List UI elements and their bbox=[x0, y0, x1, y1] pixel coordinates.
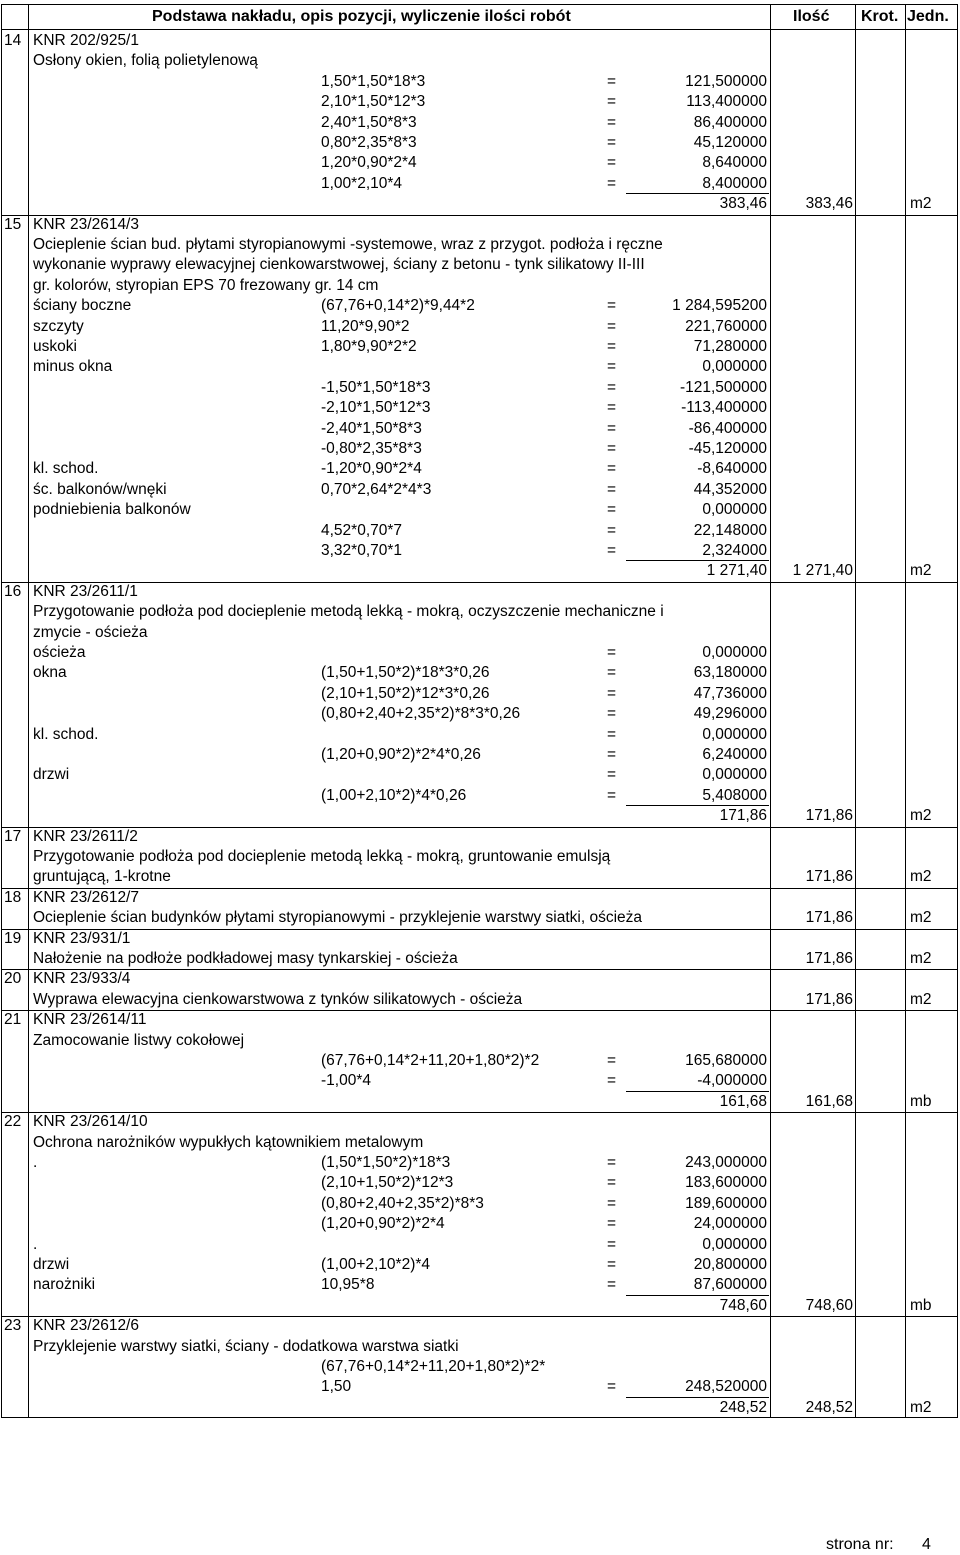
table-row bbox=[2, 786, 957, 806]
table-row bbox=[2, 561, 957, 581]
result-value: 113,400000 bbox=[686, 93, 767, 111]
row-label: . bbox=[33, 1154, 38, 1171]
result-value: -121,500000 bbox=[679, 378, 767, 396]
table-row bbox=[2, 1296, 957, 1316]
unit-value: m2 bbox=[910, 990, 932, 1008]
formula: (2,10+1,50*2)*12*3*0,26 bbox=[321, 684, 490, 702]
result-value: -45,120000 bbox=[688, 440, 767, 457]
row-label: . bbox=[33, 1235, 38, 1253]
equals-sign: = bbox=[607, 480, 617, 498]
result-value: 71,280000 bbox=[693, 338, 767, 355]
equals-sign: = bbox=[607, 1215, 617, 1233]
table-row bbox=[2, 1377, 957, 1397]
equals-sign: = bbox=[607, 297, 617, 315]
table-row bbox=[2, 72, 957, 92]
table-row bbox=[2, 867, 957, 887]
table-row bbox=[2, 908, 957, 928]
row-label: ściany boczne bbox=[33, 297, 132, 315]
table-row bbox=[2, 643, 957, 663]
table-row bbox=[2, 623, 957, 643]
result-value: 1 284,595200 bbox=[672, 297, 767, 315]
quantity-value: 383,46 bbox=[805, 195, 853, 213]
result-value: 183,600000 bbox=[685, 1174, 767, 1192]
quantity-value: 171,86 bbox=[805, 807, 853, 825]
equals-sign: = bbox=[607, 1256, 617, 1273]
item-number: 17 bbox=[4, 827, 22, 845]
row-text: zmycie - ościeża bbox=[33, 623, 148, 641]
table-row bbox=[2, 480, 957, 500]
item-number: 18 bbox=[4, 888, 22, 906]
result-value: 49,296000 bbox=[693, 705, 767, 723]
table-row bbox=[2, 990, 957, 1010]
table-row bbox=[2, 459, 957, 479]
equals-sign: = bbox=[607, 1276, 617, 1294]
row-text: KNR 23/2611/1 bbox=[33, 582, 138, 600]
table-row bbox=[2, 1357, 957, 1377]
result-value: 121,500000 bbox=[685, 72, 767, 90]
equals-sign: = bbox=[607, 644, 617, 661]
formula: (1,50+1,50*2)*18*3*0,26 bbox=[321, 664, 490, 682]
cost-estimate-table bbox=[1, 4, 958, 1418]
table-row bbox=[2, 235, 957, 255]
header-bottom-line bbox=[2, 29, 957, 30]
row-label: drzwi bbox=[33, 1256, 70, 1273]
table-row bbox=[2, 398, 957, 418]
formula: -2,10*1,50*12*3 bbox=[321, 399, 431, 417]
row-label: śc. balkonów/wnęki bbox=[33, 480, 167, 498]
table-row bbox=[2, 969, 957, 989]
equals-sign: = bbox=[607, 460, 617, 478]
row-text: wykonanie wyprawy elewacyjnej cienkowarstwowej, ściany z betonu - tynk silikatowy II-III bbox=[33, 256, 645, 274]
equals-sign: = bbox=[607, 154, 617, 172]
equals-sign: = bbox=[607, 419, 617, 437]
equals-sign: = bbox=[607, 786, 617, 804]
result-value: -4,000000 bbox=[697, 1072, 767, 1090]
formula: (1,00+2,10*2)*4 bbox=[321, 1256, 431, 1273]
table-row bbox=[2, 704, 957, 724]
table-row bbox=[2, 602, 957, 622]
equals-sign: = bbox=[607, 113, 617, 131]
table-row bbox=[2, 521, 957, 541]
equals-sign: = bbox=[607, 664, 617, 682]
quantity-value: 748,60 bbox=[805, 1296, 853, 1314]
equals-sign: = bbox=[607, 93, 617, 111]
formula: -1,20*0,90*2*4 bbox=[321, 460, 422, 478]
equals-sign: = bbox=[607, 317, 617, 335]
quantity-value: 171,86 bbox=[805, 990, 853, 1008]
formula: (1,20+0,90*2)*2*4 bbox=[321, 1215, 445, 1233]
table-row bbox=[2, 357, 957, 377]
equals-sign: = bbox=[607, 440, 617, 457]
formula: 1,50 bbox=[321, 1378, 352, 1396]
formula: 0,80*2,35*8*3 bbox=[321, 134, 417, 151]
equals-sign: = bbox=[607, 174, 617, 192]
quantity-value: 171,86 bbox=[805, 909, 853, 927]
result-value: 8,640000 bbox=[702, 154, 767, 172]
formula: (2,10+1,50*2)*12*3 bbox=[321, 1174, 454, 1192]
row-text: KNR 23/2612/6 bbox=[33, 1317, 139, 1335]
equals-sign: = bbox=[607, 746, 617, 763]
formula: -0,80*2,35*8*3 bbox=[321, 440, 422, 457]
equals-sign: = bbox=[607, 378, 617, 396]
table-row bbox=[2, 419, 957, 439]
row-text: Ochrona narożników wypukłych kątownikiem metalowym bbox=[33, 1133, 424, 1151]
table-row bbox=[2, 92, 957, 112]
row-text: KNR 23/2614/11 bbox=[33, 1011, 147, 1029]
row-text: gr. kolorów, styropian EPS 70 frezowany gr. 14 cm bbox=[33, 276, 379, 294]
header-unit: Jedn. bbox=[907, 8, 949, 25]
equals-sign: = bbox=[607, 542, 617, 559]
equals-sign: = bbox=[607, 1194, 617, 1212]
item-number: 23 bbox=[4, 1317, 22, 1335]
table-row bbox=[2, 1153, 957, 1173]
row-text: Przygotowanie podłoża pod docieplenie metodą lekką - mokrą, oczyszczenie mechaniczne i bbox=[33, 603, 664, 621]
table-row bbox=[2, 1194, 957, 1214]
result-value: 383,46 bbox=[719, 195, 767, 213]
formula: 1,50*1,50*18*3 bbox=[321, 72, 426, 90]
result-value: 189,600000 bbox=[685, 1194, 767, 1212]
table-row bbox=[2, 1173, 957, 1193]
row-text: KNR 23/933/4 bbox=[33, 970, 131, 988]
result-value: 0,000000 bbox=[702, 725, 767, 743]
unit-value: m2 bbox=[910, 562, 932, 580]
result-value: 47,736000 bbox=[693, 684, 767, 702]
row-label: okna bbox=[33, 664, 67, 682]
table-row bbox=[2, 1255, 957, 1275]
equals-sign: = bbox=[607, 72, 617, 90]
row-label: drzwi bbox=[33, 766, 70, 784]
table-row bbox=[2, 827, 957, 847]
equals-sign: = bbox=[607, 684, 617, 702]
result-value: 5,408000 bbox=[702, 786, 767, 804]
quantity-value: 1 271,40 bbox=[792, 562, 853, 580]
row-label: ościeża bbox=[33, 644, 86, 661]
item-number: 14 bbox=[4, 32, 22, 49]
item-number: 16 bbox=[4, 582, 22, 600]
equals-sign: = bbox=[607, 501, 617, 519]
table-row bbox=[2, 215, 957, 235]
unit-value: mb bbox=[910, 1092, 932, 1110]
table-row bbox=[2, 888, 957, 908]
result-value: 1 271,40 bbox=[706, 562, 767, 580]
table-row bbox=[2, 1031, 957, 1051]
result-value: 243,000000 bbox=[685, 1154, 767, 1171]
result-value: -86,400000 bbox=[688, 419, 767, 437]
formula: 4,52*0,70*7 bbox=[321, 521, 403, 539]
table-row bbox=[2, 255, 957, 275]
formula: (1,50*1,50*2)*18*3 bbox=[321, 1154, 451, 1171]
result-value: 0,000000 bbox=[702, 358, 767, 376]
table-row bbox=[2, 1133, 957, 1153]
result-value: 6,240000 bbox=[702, 746, 767, 763]
result-value: 22,148000 bbox=[693, 521, 767, 539]
row-text: Ocieplenie ścian bud. płytami styropianowymi -systemowe, wraz z przygot. podłoża i ręczne bbox=[33, 236, 663, 253]
quantity-value: 171,86 bbox=[805, 950, 853, 967]
formula: 1,80*9,90*2*2 bbox=[321, 338, 417, 355]
row-text: Zamocowanie listwy cokołowej bbox=[33, 1031, 245, 1049]
result-value: -8,640000 bbox=[697, 460, 767, 478]
header-krot: Krot. bbox=[861, 8, 899, 25]
table-row bbox=[2, 51, 957, 71]
formula: (67,76+0,14*2+11,20+1,80*2)*2* bbox=[321, 1358, 546, 1375]
result-value: 248,52 bbox=[719, 1398, 767, 1416]
table-row bbox=[2, 296, 957, 316]
result-value: 0,000000 bbox=[702, 501, 767, 519]
table-row bbox=[2, 1092, 957, 1112]
table-row bbox=[2, 806, 957, 826]
formula: -1,00*4 bbox=[321, 1072, 371, 1090]
equals-sign: = bbox=[607, 1235, 617, 1253]
header-description: Podstawa nakładu, opis pozycji, wyliczenie ilości robót bbox=[152, 8, 571, 25]
table-row bbox=[2, 378, 957, 398]
table-row bbox=[2, 949, 957, 969]
result-value: 63,180000 bbox=[693, 664, 767, 682]
equals-sign: = bbox=[607, 1154, 617, 1171]
table-row bbox=[2, 31, 957, 51]
equals-sign: = bbox=[607, 1378, 617, 1396]
row-label: kl. schod. bbox=[33, 725, 99, 743]
table-row bbox=[2, 541, 957, 561]
unit-value: m2 bbox=[910, 807, 932, 825]
result-value: -113,400000 bbox=[681, 399, 767, 417]
table-row bbox=[2, 929, 957, 949]
table-row bbox=[2, 1010, 957, 1030]
table-row bbox=[2, 113, 957, 133]
result-value: 171,86 bbox=[719, 807, 767, 825]
result-value: 86,400000 bbox=[693, 113, 767, 131]
quantity-value: 171,86 bbox=[805, 868, 853, 886]
quantity-value: 248,52 bbox=[805, 1398, 853, 1416]
row-label: podniebienia balkonów bbox=[33, 501, 191, 519]
table-row bbox=[2, 1214, 957, 1234]
row-text: KNR 23/2614/10 bbox=[33, 1113, 148, 1131]
header-qty: Ilość bbox=[793, 8, 830, 25]
table-row bbox=[2, 1337, 957, 1357]
result-value: 44,352000 bbox=[693, 480, 767, 498]
equals-sign: = bbox=[607, 1052, 617, 1069]
row-label: kl. schod. bbox=[33, 460, 99, 478]
result-value: 161,68 bbox=[719, 1092, 767, 1110]
equals-sign: = bbox=[607, 521, 617, 539]
row-text: KNR 23/2614/3 bbox=[33, 215, 139, 233]
page-number-label: strona nr: bbox=[826, 1536, 894, 1553]
table-row bbox=[2, 745, 957, 765]
result-value: 165,680000 bbox=[685, 1052, 767, 1069]
item-number: 19 bbox=[4, 929, 22, 947]
result-value: 20,800000 bbox=[693, 1256, 767, 1273]
formula: 2,10*1,50*12*3 bbox=[321, 93, 426, 111]
table-row bbox=[2, 194, 957, 214]
formula: 2,40*1,50*8*3 bbox=[321, 113, 417, 131]
formula: -2,40*1,50*8*3 bbox=[321, 419, 422, 437]
row-text: Ocieplenie ścian budynków płytami styropianowymi - przyklejenie warstwy siatki, ościeża bbox=[33, 909, 643, 927]
formula: 11,20*9,90*2 bbox=[321, 317, 410, 335]
table-row bbox=[2, 1235, 957, 1255]
formula: 1,20*0,90*2*4 bbox=[321, 154, 417, 172]
page-number: 4 bbox=[922, 1536, 931, 1553]
row-text: gruntującą, 1-krotne bbox=[33, 868, 171, 886]
row-text: Przygotowanie podłoża pod docieplenie metodą lekką - mokrą, gruntowanie emulsją bbox=[33, 848, 611, 865]
table-row bbox=[2, 725, 957, 745]
unit-value: m2 bbox=[910, 868, 932, 886]
unit-value: mb bbox=[910, 1296, 932, 1314]
equals-sign: = bbox=[607, 766, 617, 784]
formula: 10,95*8 bbox=[321, 1276, 375, 1294]
table-row bbox=[2, 1071, 957, 1091]
table-row bbox=[2, 337, 957, 357]
row-label: szczyty bbox=[33, 317, 84, 335]
result-value: 0,000000 bbox=[702, 1235, 767, 1253]
row-text: KNR 23/2611/2 bbox=[33, 827, 138, 845]
unit-value: m2 bbox=[910, 950, 932, 967]
equals-sign: = bbox=[607, 705, 617, 723]
table-row bbox=[2, 1275, 957, 1295]
quantity-value: 161,68 bbox=[805, 1092, 853, 1110]
result-value: 8,400000 bbox=[702, 174, 767, 192]
formula: (67,76+0,14*2+11,20+1,80*2)*2 bbox=[321, 1052, 540, 1069]
result-value: 24,000000 bbox=[693, 1215, 767, 1233]
row-text: KNR 23/2612/7 bbox=[33, 888, 139, 906]
formula: (0,80+2,40+2,35*2)*8*3 bbox=[321, 1194, 484, 1212]
row-label: uskoki bbox=[33, 338, 77, 355]
formula: 1,00*2,10*4 bbox=[321, 174, 403, 192]
row-text: Osłony okien, folią polietylenową bbox=[33, 52, 258, 70]
equals-sign: = bbox=[607, 1174, 617, 1192]
table-row bbox=[2, 582, 957, 602]
table-row bbox=[2, 684, 957, 704]
row-text: Nałożenie na podłoże podkładowej masy tynkarskiej - ościeża bbox=[33, 950, 458, 967]
table-row bbox=[2, 847, 957, 867]
result-value: 748,60 bbox=[719, 1296, 767, 1314]
equals-sign: = bbox=[607, 1072, 617, 1090]
equals-sign: = bbox=[607, 725, 617, 743]
equals-sign: = bbox=[607, 399, 617, 417]
unit-value: m2 bbox=[910, 195, 932, 213]
result-value: 45,120000 bbox=[693, 134, 767, 151]
equals-sign: = bbox=[607, 358, 617, 376]
formula: 0,70*2,64*2*4*3 bbox=[321, 480, 432, 498]
table-row bbox=[2, 174, 957, 194]
result-value: 2,324000 bbox=[702, 542, 767, 559]
result-value: 87,600000 bbox=[693, 1276, 767, 1294]
row-text: KNR 23/931/1 bbox=[33, 929, 131, 947]
formula: 3,32*0,70*1 bbox=[321, 542, 403, 559]
item-number: 22 bbox=[4, 1113, 22, 1131]
formula: (67,76+0,14*2)*9,44*2 bbox=[321, 297, 475, 315]
equals-sign: = bbox=[607, 338, 617, 355]
table-row bbox=[2, 1398, 957, 1418]
formula: (1,00+2,10*2)*4*0,26 bbox=[321, 786, 467, 804]
row-label: minus okna bbox=[33, 358, 113, 376]
table-row bbox=[2, 765, 957, 785]
item-number: 20 bbox=[4, 970, 22, 988]
item-number: 15 bbox=[4, 215, 22, 233]
equals-sign: = bbox=[607, 134, 617, 151]
table-row bbox=[2, 663, 957, 683]
result-value: 0,000000 bbox=[702, 766, 767, 784]
row-text: Wyprawa elewacyjna cienkowarstwowa z tynków silikatowych - ościeża bbox=[33, 990, 523, 1008]
table-row bbox=[2, 317, 957, 337]
result-value: 221,760000 bbox=[685, 317, 767, 335]
table-row bbox=[2, 1051, 957, 1071]
unit-value: m2 bbox=[910, 909, 932, 927]
table-row bbox=[2, 1316, 957, 1336]
row-text: Przyklejenie warstwy siatki, ściany - dodatkowa warstwa siatki bbox=[33, 1337, 459, 1355]
item-number: 21 bbox=[4, 1011, 22, 1029]
table-row bbox=[2, 439, 957, 459]
row-label: narożniki bbox=[33, 1276, 96, 1294]
formula: (0,80+2,40+2,35*2)*8*3*0,26 bbox=[321, 705, 521, 723]
row-text: KNR 202/925/1 bbox=[33, 32, 139, 49]
table-row bbox=[2, 133, 957, 153]
unit-value: m2 bbox=[910, 1398, 932, 1416]
table-row bbox=[2, 1112, 957, 1132]
formula: -1,50*1,50*18*3 bbox=[321, 378, 431, 396]
table-row bbox=[2, 276, 957, 296]
table-row bbox=[2, 153, 957, 173]
result-value: 0,000000 bbox=[702, 644, 767, 661]
table-row bbox=[2, 500, 957, 520]
result-value: 248,520000 bbox=[685, 1378, 767, 1396]
formula: (1,20+0,90*2)*2*4*0,26 bbox=[321, 746, 481, 763]
